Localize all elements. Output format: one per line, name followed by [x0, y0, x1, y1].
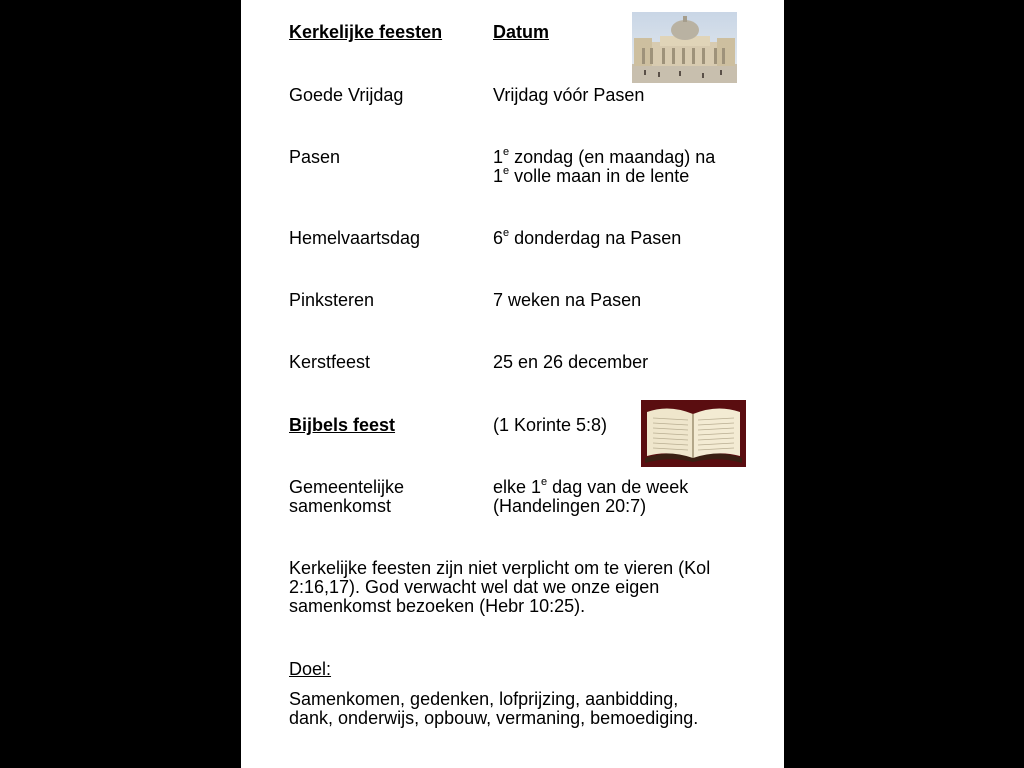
row-name-kerstfeest: Kerstfeest: [289, 352, 371, 372]
goal-title: Doel:: [289, 659, 332, 679]
open-bible-photo-icon: [641, 400, 746, 467]
row-name-hemelvaartsdag: Hemelvaartsdag: [289, 228, 421, 248]
document-page: [241, 0, 784, 768]
row-name-gemeente-line2: samenkomst: [289, 496, 392, 516]
bible-feast-title: Bijbels feest: [289, 415, 396, 435]
row-date-hemelvaartsdag: 6e donderdag na Pasen: [493, 227, 682, 248]
row-date-gemeente-line1: elke 1e dag van de week: [493, 476, 689, 497]
header-feasts: Kerkelijke feesten: [289, 22, 443, 42]
row-date-pasen-line2: 1e volle maan in de lente: [493, 165, 690, 186]
note-line3: samenkomst bezoeken (Hebr 10:25).: [289, 596, 586, 616]
goal-line1: Samenkomen, gedenken, lofprijzing, aanbidding,: [289, 689, 679, 709]
header-date: Datum: [493, 22, 550, 42]
row-date-gemeente-line2: (Handelingen 20:7): [493, 496, 647, 516]
row-date-kerstfeest: 25 en 26 december: [493, 352, 649, 372]
basilica-photo-icon: [632, 12, 737, 83]
row-date-pasen-line1: 1e zondag (en maandag) na: [493, 146, 716, 167]
bible-feast-reference: (1 Korinte 5:8): [493, 415, 608, 435]
row-name-goede-vrijdag: Goede Vrijdag: [289, 85, 404, 105]
note-line2: 2:16,17). God verwacht wel dat we onze eigen: [289, 577, 660, 597]
goal-line2: dank, onderwijs, opbouw, vermaning, bemoediging.: [289, 708, 699, 728]
row-date-goede-vrijdag: Vrijdag vóór Pasen: [493, 85, 645, 105]
row-name-gemeente-line1: Gemeentelijke: [289, 477, 405, 497]
note-line1: Kerkelijke feesten zijn niet verplicht om te vieren (Kol: [289, 558, 711, 578]
row-date-pinksteren: 7 weken na Pasen: [493, 290, 642, 310]
row-name-pinksteren: Pinksteren: [289, 290, 375, 310]
row-name-pasen: Pasen: [289, 147, 341, 167]
